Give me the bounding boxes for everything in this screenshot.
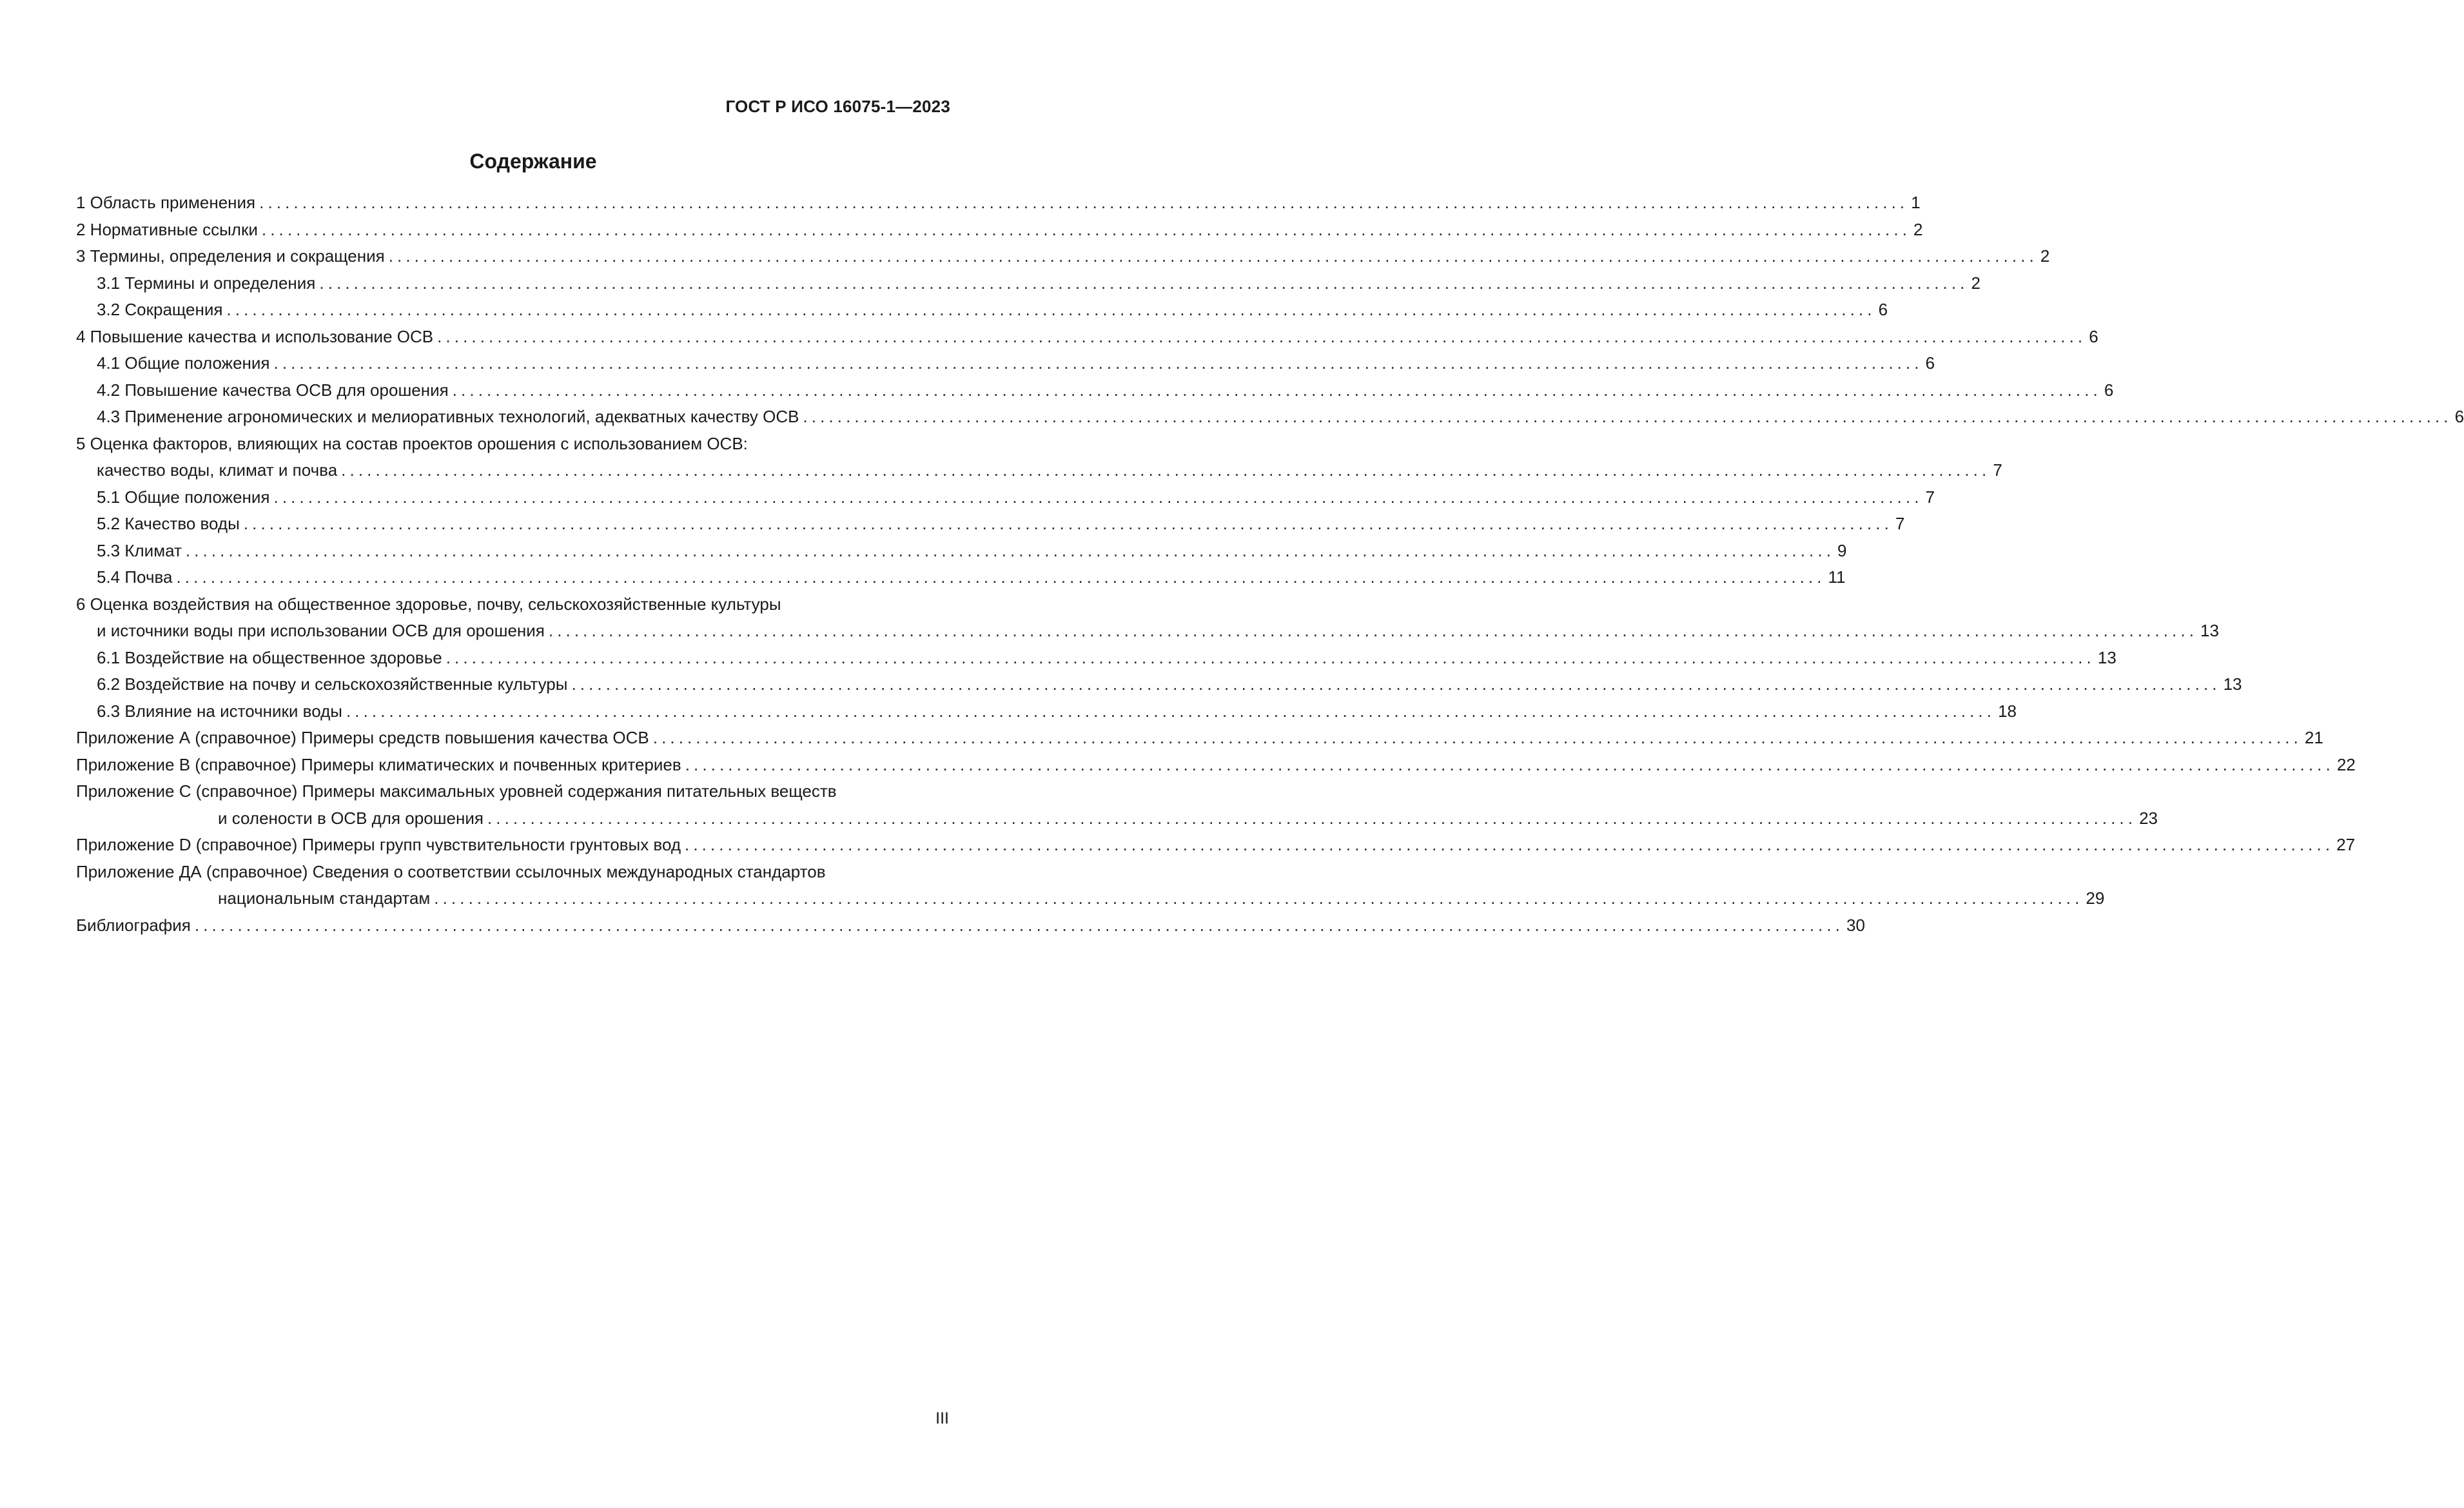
toc-entry-page: 21 xyxy=(2304,728,2323,747)
toc-subentry[interactable] xyxy=(76,564,1846,591)
toc-leader-dots: ................................................................................................................................................................................................ xyxy=(176,567,1826,587)
toc-leader-dots: ................................................................................................................................................................................................ xyxy=(341,460,1991,480)
toc-entry-page: 29 xyxy=(2086,888,2105,908)
toc-entry-page: 6 xyxy=(2089,326,2098,346)
toc-entry-text: 3.2 Сокращения xyxy=(97,300,223,319)
toc-subentry[interactable] xyxy=(76,538,1847,565)
toc-entry-text: 6.2 Воздействие на почву и сельскохозяйственные культуры xyxy=(97,674,568,694)
toc-entry-text: 1 Область применения xyxy=(76,193,256,212)
toc-entry-text: национальным стандартам xyxy=(218,888,431,908)
toc-leader-dots: ................................................................................................................................................................................................ xyxy=(803,407,2452,426)
toc-title: Содержание xyxy=(469,150,597,173)
toc-entry-text: 6.3 Влияние на источники воды xyxy=(97,701,342,721)
toc-subentry[interactable] xyxy=(76,297,1888,324)
toc-entry-page: 2 xyxy=(2040,246,2050,266)
toc-entry[interactable] xyxy=(76,591,2219,645)
toc-subentry[interactable] xyxy=(76,511,1905,538)
toc-entry[interactable] xyxy=(76,324,2098,351)
toc-subentry[interactable] xyxy=(76,698,2017,725)
toc-leader-dots: ................................................................................................................................................................................................ xyxy=(243,514,1893,533)
toc-leader-dots: ................................................................................................................................................................................................ xyxy=(226,300,1876,319)
toc-entry-page: 30 xyxy=(1846,915,1865,935)
toc-entry[interactable] xyxy=(76,912,1865,939)
toc-entry-text: 4 Повышение качества и использование ОСВ xyxy=(76,326,434,346)
toc-entry-text: 5.3 Климат xyxy=(97,540,182,560)
toc-leader-dots: ................................................................................................................................................................................................ xyxy=(487,808,2137,828)
toc-entry-text: 4.2 Повышение качества ОСВ для орошения xyxy=(97,380,449,400)
toc-entry-page: 13 xyxy=(2223,674,2242,694)
toc-entry-text-line1: 5 Оценка факторов, влияющих на состав проектов орошения с использованием ОСВ: xyxy=(76,433,748,453)
toc-entry-page: 1 xyxy=(1911,193,1921,212)
toc-leader-dots: ................................................................................................................................................................................................ xyxy=(452,380,2102,400)
toc-entry-text: 3.1 Термины и определения xyxy=(97,273,316,293)
toc-appendix-entry[interactable] xyxy=(76,725,2323,752)
toc-subentry[interactable] xyxy=(76,645,2117,672)
document-code: ГОСТ Р ИСО 16075-1—2023 xyxy=(725,97,950,116)
table-of-contents xyxy=(76,190,2464,939)
toc-entry-page: 7 xyxy=(1895,514,1905,533)
toc-entry-text-line1: 6 Оценка воздействия на общественное здоровье, почву, сельскохозяйственные культуры xyxy=(76,594,781,614)
toc-leader-dots: ................................................................................................................................................................................................ xyxy=(273,353,1923,373)
page-number: III xyxy=(935,1409,949,1427)
toc-leader-dots: ................................................................................................................................................................................................ xyxy=(685,835,2334,854)
toc-entry-text: 5.2 Качество воды xyxy=(97,514,240,533)
toc-entry-page: 6 xyxy=(2454,407,2464,426)
toc-leader-dots: ................................................................................................................................................................................................ xyxy=(388,246,2038,266)
toc-leader-dots: ................................................................................................................................................................................................ xyxy=(548,621,2198,640)
toc-appendix-entry[interactable] xyxy=(76,778,2158,832)
toc-leader-dots: ................................................................................................................................................................................................ xyxy=(346,701,1996,721)
toc-entry-page: 18 xyxy=(1998,701,2017,721)
toc-entry-text: качество воды, климат и почва xyxy=(97,460,338,480)
toc-leader-dots: ................................................................................................................................................................................................ xyxy=(273,487,1923,507)
toc-entry[interactable] xyxy=(76,243,2050,270)
toc-entry[interactable] xyxy=(76,431,2002,484)
toc-entry-text: Приложение А (справочное) Примеры средств повышения качества ОСВ xyxy=(76,728,649,747)
toc-entry-text: Приложение В (справочное) Примеры климатических и почвенных критериев xyxy=(76,754,681,774)
toc-subentry[interactable] xyxy=(76,404,2464,431)
toc-subentry[interactable] xyxy=(76,270,1980,297)
toc-entry-page: 6 xyxy=(2104,380,2114,400)
toc-entry-text: 5.4 Почва xyxy=(97,567,173,587)
toc-entry-page: 23 xyxy=(2139,808,2158,828)
toc-appendix-entry[interactable] xyxy=(76,832,2356,859)
toc-entry-page: 2 xyxy=(1913,219,1923,239)
toc-leader-dots: ................................................................................................................................................................................................ xyxy=(437,326,2087,346)
toc-leader-dots: ................................................................................................................................................................................................ xyxy=(261,219,1912,239)
toc-leader-dots: ................................................................................................................................................................................................ xyxy=(652,728,2302,747)
toc-appendix-entry[interactable] xyxy=(76,752,2356,779)
toc-entry[interactable] xyxy=(76,217,1923,244)
toc-entry-page: 11 xyxy=(1828,567,1846,587)
toc-entry-page: 7 xyxy=(1925,487,1935,507)
toc-entry[interactable] xyxy=(76,190,1921,217)
toc-leader-dots: ................................................................................................................................................................................................ xyxy=(571,674,2221,694)
toc-leader-dots: ................................................................................................................................................................................................ xyxy=(685,754,2334,774)
toc-subentry[interactable] xyxy=(76,484,1935,511)
toc-entry-text: и источники воды при использовании ОСВ для орошения xyxy=(97,621,545,640)
toc-entry-page: 13 xyxy=(2097,647,2117,667)
toc-entry-text: Библиография xyxy=(76,915,191,935)
toc-entry-page: 7 xyxy=(1993,460,2002,480)
toc-entry-page: 22 xyxy=(2336,754,2356,774)
toc-leader-dots: ................................................................................................................................................................................................ xyxy=(319,273,1969,293)
toc-entry-page: 2 xyxy=(1971,273,1980,293)
toc-entry-text: 4.3 Применение агрономических и мелиоративных технологий, адекватных качеству ОСВ xyxy=(97,407,799,426)
toc-subentry[interactable] xyxy=(76,350,1935,377)
toc-entry-text: 4.1 Общие положения xyxy=(97,353,270,373)
toc-entry-page: 9 xyxy=(1837,540,1847,560)
toc-entry-text: 5.1 Общие положения xyxy=(97,487,270,507)
toc-entry-text: Приложение D (справочное) Примеры групп чувствительности грунтовых вод xyxy=(76,835,681,854)
toc-appendix-entry[interactable] xyxy=(76,859,2105,912)
toc-leader-dots: ................................................................................................................................................................................................ xyxy=(194,915,1844,935)
toc-entry-text: 2 Нормативные ссылки xyxy=(76,219,258,239)
toc-entry-text-line1: Приложение С (справочное) Примеры максимальных уровней содержания питательных веществ xyxy=(76,781,837,801)
toc-subentry[interactable] xyxy=(76,671,2242,698)
toc-entry-text: и солености в ОСВ для орошения xyxy=(218,808,484,828)
toc-entry-text: 6.1 Воздействие на общественное здоровье xyxy=(97,647,442,667)
toc-entry-page: 27 xyxy=(2336,835,2356,854)
toc-leader-dots: ................................................................................................................................................................................................ xyxy=(185,540,1835,560)
toc-entry-page: 6 xyxy=(1878,300,1888,319)
toc-leader-dots: ................................................................................................................................................................................................ xyxy=(259,193,1909,212)
toc-entry-text: 3 Термины, определения и сокращения xyxy=(76,246,385,266)
toc-leader-dots: ................................................................................................................................................................................................ xyxy=(445,647,2095,667)
toc-entry-page: 13 xyxy=(2200,621,2219,640)
toc-entry-page: 6 xyxy=(1925,353,1935,373)
toc-entry-text-line1: Приложение ДА (справочное) Сведения о соответствии ссылочных международных стандартов xyxy=(76,861,826,881)
toc-leader-dots: ................................................................................................................................................................................................ xyxy=(434,888,2084,908)
toc-subentry[interactable] xyxy=(76,377,2114,404)
